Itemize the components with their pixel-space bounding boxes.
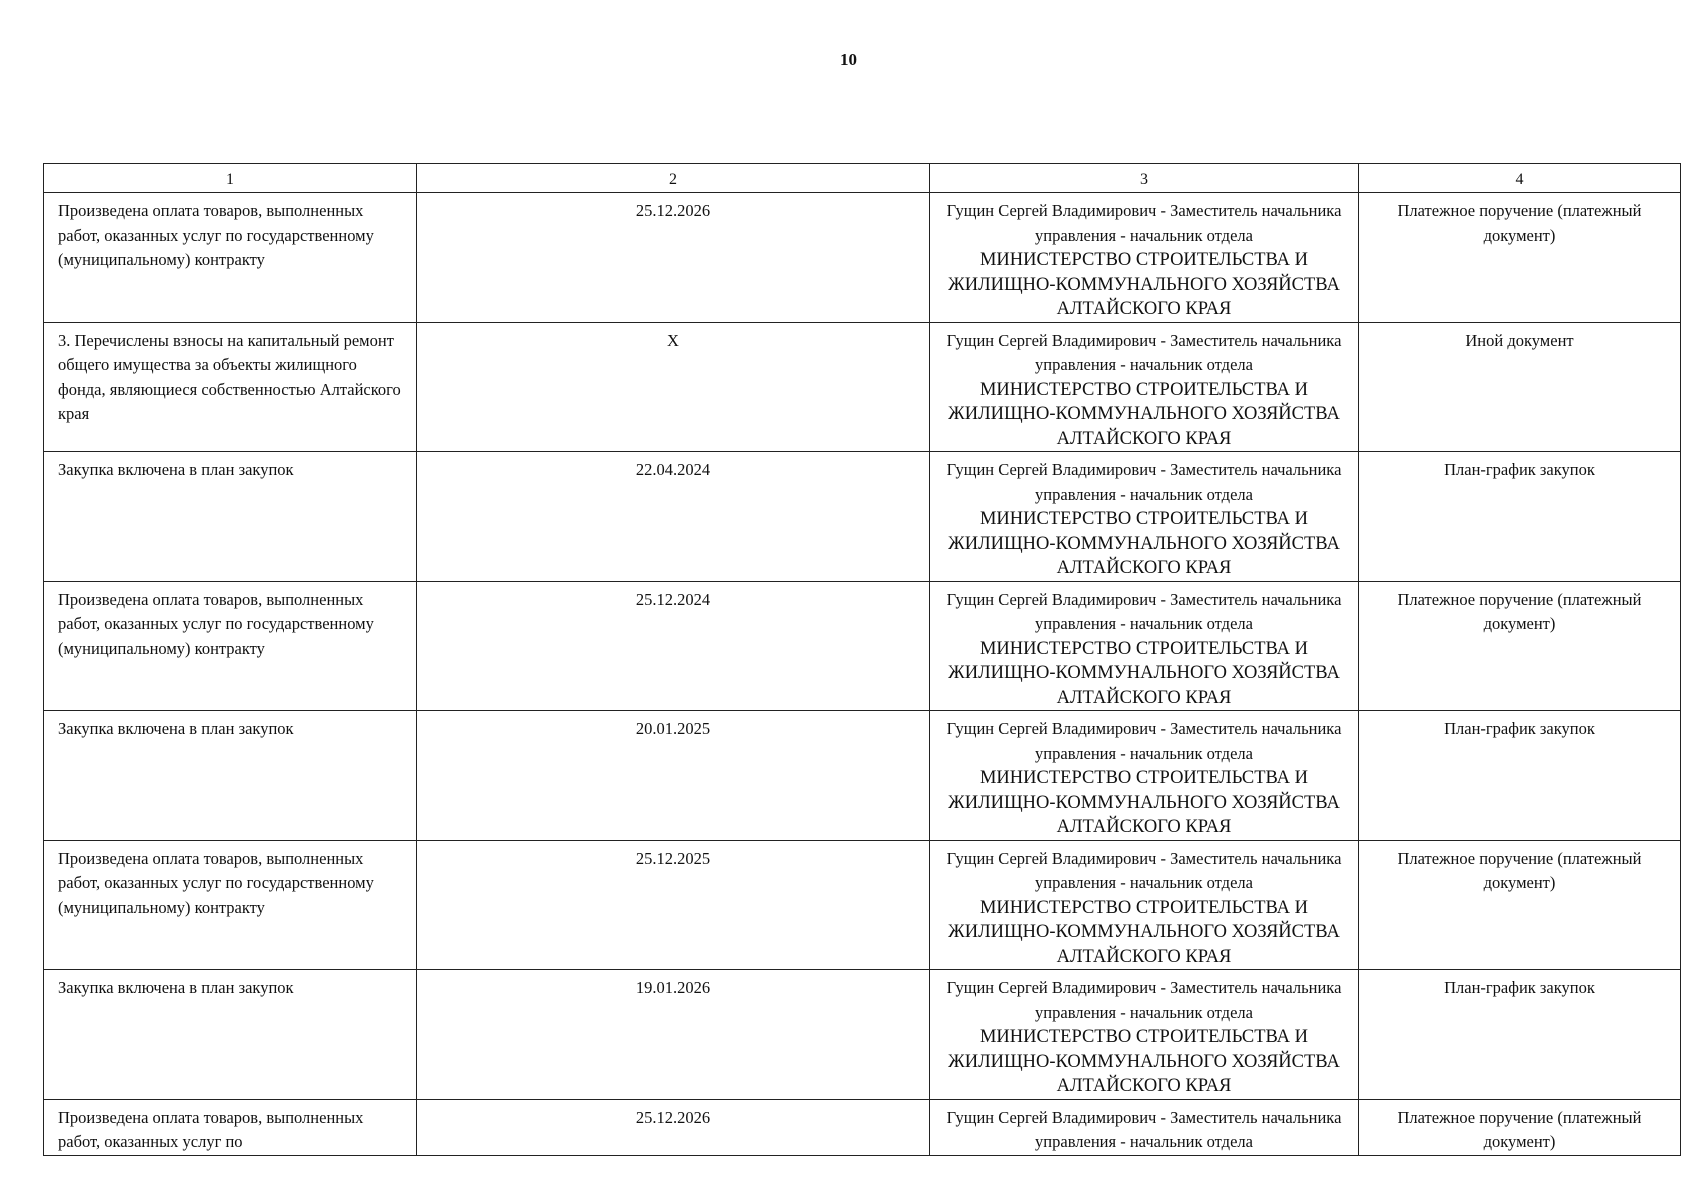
event-cell (44, 1099, 417, 1155)
event-text: Закупка включена в план закупок (58, 978, 294, 997)
table-header-row (44, 164, 1681, 193)
responsible-person: Гущин Сергей Владимирович - Заместитель начальника управления - начальник отдела (946, 589, 1342, 633)
date-cell (417, 840, 930, 970)
organization-name: МИНИСТЕРСТВО СТРОИТЕЛЬСТВА И ЖИЛИЩНО-КОММУНАЛЬНОГО ХОЗЯЙСТВА АЛТАЙСКОГО КРАЯ (948, 250, 1340, 319)
document-type: Платежное поручение (платежный документ) (1397, 201, 1642, 245)
responsible-cell (930, 581, 1359, 711)
date-text: 19.01.2026 (635, 978, 711, 997)
organization-name: МИНИСТЕРСТВО СТРОИТЕЛЬСТВА И ЖИЛИЩНО-КОММУНАЛЬНОГО ХОЗЯЙСТВА АЛТАЙСКОГО КРАЯ (948, 638, 1340, 708)
document-type: Иной документ (1465, 330, 1574, 350)
event-text: 3. Перечислены взносы на капитальный ремонт общего имущества за объекты жилищного фонда, являющиеся собственностью Алтайского края (58, 330, 401, 423)
responsible-cell (930, 322, 1359, 452)
date-text: 20.01.2025 (635, 719, 711, 738)
date-cell (417, 711, 930, 841)
event-cell (44, 322, 417, 452)
document-cell (1359, 581, 1681, 711)
responsible-person: Гущин Сергей Владимирович - Заместитель начальника управления - начальник отдела (946, 848, 1342, 892)
page-number: 10 (840, 50, 857, 69)
responsible-cell (930, 970, 1359, 1100)
date-cell (417, 581, 930, 711)
document-cell (1359, 193, 1681, 323)
column-header-1: 1 (44, 164, 417, 193)
control-events-table (43, 163, 1681, 1156)
date-text: 25.12.2026 (635, 201, 711, 220)
organization-name: МИНИСТЕРСТВО СТРОИТЕЛЬСТВА И ЖИЛИЩНО-КОММУНАЛЬНОГО ХОЗЯЙСТВА АЛТАЙСКОГО КРАЯ (948, 1027, 1340, 1096)
document-type: Платежное поручение (платежный документ) (1397, 589, 1642, 633)
date-text: X (667, 330, 679, 350)
document-type: Платежное поручение (платежный документ) (1397, 848, 1642, 892)
date-cell (417, 193, 930, 323)
responsible-cell (930, 1099, 1359, 1155)
organization-name: МИНИСТЕРСТВО СТРОИТЕЛЬСТВА И ЖИЛИЩНО-КОММУНАЛЬНОГО ХОЗЯЙСТВА АЛТАЙСКОГО КРАЯ (948, 379, 1340, 449)
document-cell (1359, 840, 1681, 970)
table-row (44, 322, 1681, 452)
event-cell (44, 452, 417, 582)
event-cell (44, 581, 417, 711)
document-cell (1359, 1099, 1681, 1155)
event-text: Произведена оплата товаров, выполненных работ, оказанных услуг по государственному (муниципальному) контракту (58, 201, 374, 269)
organization-name: МИНИСТЕРСТВО СТРОИТЕЛЬСТВА И ЖИЛИЩНО-КОММУНАЛЬНОГО ХОЗЯЙСТВА АЛТАЙСКОГО КРАЯ (948, 897, 1340, 967)
event-cell (44, 711, 417, 841)
document-cell (1359, 322, 1681, 452)
table-row (44, 711, 1681, 841)
date-text: 22.04.2024 (635, 460, 711, 479)
responsible-person: Гущин Сергей Владимирович - Заместитель начальника управления - начальник отдела (946, 719, 1342, 763)
responsible-person: Гущин Сергей Владимирович - Заместитель начальника управления - начальник отдела (946, 201, 1342, 245)
table-row (44, 581, 1681, 711)
responsible-cell (930, 711, 1359, 841)
responsible-person: Гущин Сергей Владимирович - Заместитель начальника управления - начальник отдела (946, 1107, 1342, 1151)
responsible-cell (930, 840, 1359, 970)
event-cell (44, 193, 417, 323)
document-type: План-график закупок (1444, 978, 1595, 997)
document-type: План-график закупок (1444, 460, 1595, 479)
event-text: Произведена оплата товаров, выполненных работ, оказанных услуг по (58, 1107, 364, 1151)
document-cell (1359, 970, 1681, 1100)
date-cell (417, 970, 930, 1100)
event-text: Закупка включена в план закупок (58, 460, 294, 479)
column-header-2: 2 (417, 164, 930, 193)
document-cell (1359, 711, 1681, 841)
event-text: Произведена оплата товаров, выполненных работ, оказанных услуг по государственному (муниципальному) контракту (58, 589, 374, 658)
date-cell (417, 452, 930, 582)
event-cell (44, 970, 417, 1100)
date-text: 25.12.2026 (635, 1107, 711, 1127)
table-row (44, 970, 1681, 1100)
table-row (44, 1099, 1681, 1155)
event-text: Произведена оплата товаров, выполненных работ, оказанных услуг по государственному (муниципальному) контракту (58, 848, 374, 917)
event-text: Закупка включена в план закупок (58, 719, 294, 738)
table-row (44, 840, 1681, 970)
date-text: 25.12.2024 (635, 589, 711, 609)
document-type: План-график закупок (1444, 719, 1595, 738)
column-header-3: 3 (930, 164, 1359, 193)
document-type: Платежное поручение (платежный документ) (1397, 1107, 1642, 1151)
event-cell (44, 840, 417, 970)
responsible-person: Гущин Сергей Владимирович - Заместитель начальника управления - начальник отдела (946, 978, 1342, 1022)
document-cell (1359, 452, 1681, 582)
column-header-4: 4 (1359, 164, 1681, 193)
date-text: 25.12.2025 (635, 848, 711, 868)
organization-name: МИНИСТЕРСТВО СТРОИТЕЛЬСТВА И ЖИЛИЩНО-КОММУНАЛЬНОГО ХОЗЯЙСТВА АЛТАЙСКОГО КРАЯ (948, 509, 1340, 578)
responsible-cell (930, 452, 1359, 582)
table-row (44, 452, 1681, 582)
responsible-person: Гущин Сергей Владимирович - Заместитель начальника управления - начальник отдела (946, 330, 1342, 374)
table-row (44, 193, 1681, 323)
date-cell (417, 322, 930, 452)
date-cell (417, 1099, 930, 1155)
responsible-cell (930, 193, 1359, 323)
responsible-person: Гущин Сергей Владимирович - Заместитель начальника управления - начальник отдела (946, 460, 1342, 504)
organization-name: МИНИСТЕРСТВО СТРОИТЕЛЬСТВА И ЖИЛИЩНО-КОММУНАЛЬНОГО ХОЗЯЙСТВА АЛТАЙСКОГО КРАЯ (948, 768, 1340, 837)
